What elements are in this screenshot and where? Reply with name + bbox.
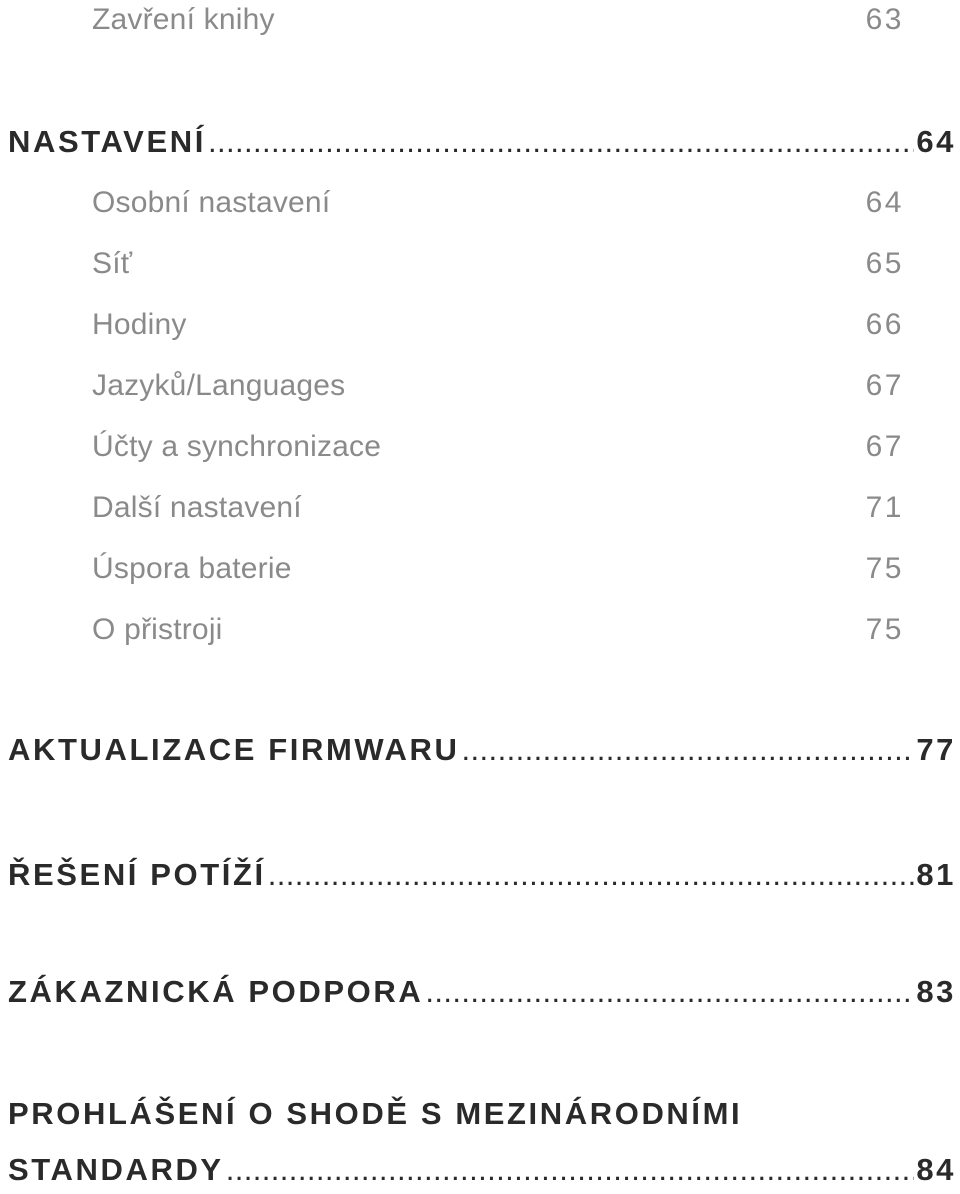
toc-section-aktualizace-firmwaru[interactable] bbox=[8, 728, 954, 772]
toc-entry-uspora-baterie[interactable] bbox=[92, 549, 902, 589]
toc-section-label-continued: STANDARDY bbox=[8, 1152, 224, 1187]
dot-leader bbox=[425, 970, 914, 1014]
toc-entry-page: 64 bbox=[865, 186, 904, 219]
toc-entry-o-pristroji[interactable] bbox=[92, 610, 902, 650]
toc-entry-page: 63 bbox=[865, 3, 904, 36]
toc-entry-label: Další nastavení bbox=[92, 491, 302, 524]
toc-entry-page: 65 bbox=[865, 247, 904, 280]
toc-entry-label: Osobní nastavení bbox=[92, 186, 331, 219]
toc-entry-label: Síť bbox=[92, 247, 133, 280]
toc-entry-ucty[interactable] bbox=[92, 427, 902, 467]
toc-section-label: PROHLÁŠENÍ O SHODĚ S MEZINÁRODNÍMI bbox=[8, 1096, 743, 1131]
toc-entry-zavreni-knihy[interactable] bbox=[92, 0, 902, 40]
toc-section-page: 81 bbox=[916, 857, 956, 892]
toc-section-nastaveni[interactable] bbox=[8, 120, 954, 164]
toc-entry-page: 67 bbox=[865, 369, 904, 402]
dot-leader bbox=[268, 853, 915, 897]
toc-section-zakaznicka-podpora[interactable] bbox=[8, 970, 954, 1014]
toc-entry-sit[interactable] bbox=[92, 244, 902, 284]
toc-entry-label: O přistroji bbox=[92, 613, 223, 646]
dot-leader bbox=[226, 1148, 915, 1192]
toc-section-reseni-potizi[interactable] bbox=[8, 853, 954, 897]
toc-section-page: 84 bbox=[916, 1152, 956, 1187]
toc-entry-label: Jazyků/Languages bbox=[92, 369, 346, 402]
toc-section-page: 83 bbox=[916, 974, 956, 1009]
toc-section-page: 77 bbox=[916, 732, 956, 767]
toc-entry-jazyku[interactable] bbox=[92, 366, 902, 406]
toc-entry-page: 66 bbox=[865, 308, 904, 341]
dot-leader bbox=[208, 120, 914, 164]
toc-entry-label: Účty a synchronizace bbox=[92, 430, 382, 463]
dot-leader bbox=[462, 728, 915, 772]
toc-section-prohlaseni[interactable] bbox=[8, 1148, 954, 1192]
toc-section-label: ŘEŠENÍ POTÍŽÍ bbox=[8, 857, 266, 892]
toc-section-label: ZÁKAZNICKÁ PODPORA bbox=[8, 974, 424, 1009]
toc-entry-dalsi-nastaveni[interactable] bbox=[92, 488, 902, 528]
toc-entry-page: 71 bbox=[865, 491, 904, 524]
toc-entry-hodiny[interactable] bbox=[92, 305, 902, 345]
toc-section-label: AKTUALIZACE FIRMWARU bbox=[8, 732, 460, 767]
toc-entry-label: Zavření knihy bbox=[92, 3, 275, 36]
toc-section-prohlaseni-line1[interactable] bbox=[8, 1092, 954, 1136]
toc-entry-page: 67 bbox=[865, 430, 904, 463]
toc-section-page: 64 bbox=[916, 124, 956, 159]
toc-entry-osobni-nastaveni[interactable] bbox=[92, 183, 902, 223]
toc-section-label: NASTAVENÍ bbox=[8, 124, 206, 159]
toc-entry-page: 75 bbox=[865, 613, 904, 646]
toc-entry-label: Hodiny bbox=[92, 308, 187, 341]
toc-entry-page: 75 bbox=[865, 552, 904, 585]
toc-entry-label: Úspora baterie bbox=[92, 552, 292, 585]
